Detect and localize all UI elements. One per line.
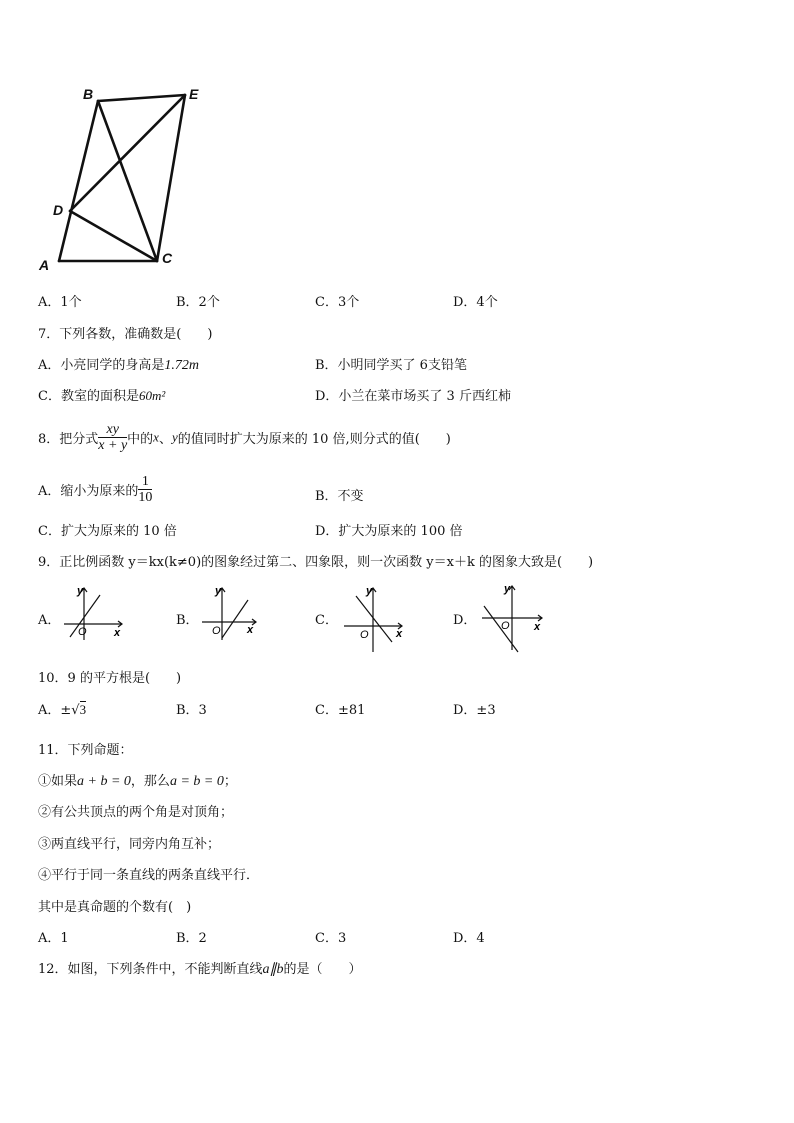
q10-stem: 10．9 的平方根是( ) (38, 671, 182, 686)
q7-option-c-text: C．教室的面积是 (38, 389, 139, 404)
q8-fraction (98, 422, 127, 453)
q7-option-b: B．小明同学买了 6支铅笔 (315, 358, 467, 373)
q7-option-c-value: 60m² (138, 388, 166, 403)
q7-option-c (38, 385, 165, 404)
q8-option-a-text: A．缩小为原来的 (38, 484, 139, 499)
q8-option-a (38, 474, 152, 505)
q9-option-d-label: D． (453, 613, 477, 628)
q11-s1-eq1: a + b = 0 (77, 774, 131, 789)
q8-option-a-fraction (138, 474, 152, 505)
q9-graph-c-x: x (396, 628, 403, 640)
q9-graph-a (60, 582, 130, 642)
q7-option-d: D．小兰在菜市场买了 3 斤西红柿 (315, 389, 511, 404)
q9-graph-d-o: O (501, 620, 510, 632)
q11-s1-pre: ①如果 (38, 774, 78, 789)
q9-graph-d (478, 582, 553, 654)
q9-graph-d-x: x (534, 621, 541, 633)
q11-option-b: B．2 (176, 931, 207, 946)
q12-stem-pre: 12．如图，下列条件中，不能判断直线 (38, 962, 263, 977)
q11-stem: 11．下列命题： (38, 743, 133, 758)
q8-stem (38, 422, 451, 453)
q11-option-c: C．3 (315, 931, 347, 946)
q9-option-b-label: B． (176, 613, 199, 628)
q8-option-b: B．不变 (315, 489, 364, 504)
label-a: A (39, 257, 50, 273)
q10-option-d: D．±3 (453, 703, 496, 718)
q8-stem-pre: 8．把分式 (38, 432, 99, 447)
label-c: C (162, 250, 173, 266)
q11-statement-2: ②有公共顶点的两个角是对顶角； (38, 805, 234, 820)
q9-graph-c-o: O (360, 629, 369, 641)
q8-sep: 、 (158, 432, 172, 447)
q11-s1-eq2: a = b = 0 (169, 774, 224, 789)
q8-fraction-denominator: x + y (98, 438, 128, 453)
label-b: B (83, 86, 94, 102)
q8-fraction-numerator: xy (98, 422, 127, 438)
q7-option-a (38, 354, 199, 374)
q12-stem (38, 958, 362, 978)
q9-graph-a-y: y (77, 585, 84, 597)
label-e: E (189, 86, 199, 102)
q8-var-x: x (153, 429, 159, 445)
q9-graph-c (340, 582, 415, 654)
sqrt-sign: √ (71, 703, 80, 718)
q9-graph-b-y: y (215, 585, 222, 597)
segment-ba (59, 101, 98, 261)
q9-graph-b-o: O (212, 625, 221, 637)
q8-option-a-denominator: 10 (138, 490, 153, 505)
q10-option-b: B．3 (176, 703, 207, 718)
q10-option-c: C．±81 (315, 703, 366, 718)
q8-option-c: C．扩大为原来的 10 倍 (38, 524, 177, 539)
q11-s1-mid: ，那么 (130, 774, 170, 789)
q6-option-b: B．2个 (176, 295, 220, 310)
segment-be (98, 95, 185, 101)
q12-relation: a∥b (262, 962, 284, 977)
q10-option-a-text: A．± (38, 703, 72, 718)
q9-graph-c-y: y (366, 585, 373, 597)
q11-statement-3: ③两直线平行，同旁内角互补； (38, 837, 221, 852)
q9-option-a-label: A． (38, 613, 61, 628)
q7-option-a-value: 1.72m (164, 358, 200, 373)
q6-option-a: A．1个 (38, 295, 82, 310)
q8-var-y: y (171, 429, 178, 445)
q9-graph-b-line (222, 600, 248, 638)
q11-statement-4: ④平行于同一条直线的两条直线平行． (38, 868, 260, 883)
q9-graph-b-x: x (247, 624, 254, 636)
q11-option-a: A．1 (38, 931, 69, 946)
q8-stem-mid: 中的 (127, 432, 154, 447)
q7-stem: 7．下列各数，准确数是( ) (38, 327, 213, 342)
q9-graph-a-x: x (114, 627, 121, 639)
segment-bc (98, 101, 157, 261)
q7-option-a-text: A．小亮同学的身高是 (38, 358, 165, 373)
segment-dc (70, 211, 157, 261)
q8-stem-post: 的值同时扩大为原来的 10 倍,则分式的值( ) (177, 432, 451, 447)
q12-stem-post: 的是（ ） (283, 962, 362, 977)
quadrilateral-figure (30, 80, 220, 280)
q8-option-a-numerator: 1 (138, 474, 152, 490)
q11-ask: 其中是真命题的个数有( ) (38, 900, 192, 915)
q10-option-a (38, 699, 86, 718)
q9-stem: 9．正比例函数 y＝kx(k≠0)的图象经过第二、四象限，则一次函数 y＝x＋k 的图象大致是( ) (38, 555, 594, 570)
q9-graph-a-o: O (78, 626, 87, 638)
q9-graph-d-y: y (504, 583, 511, 595)
q11-statement-1 (38, 770, 237, 790)
q6-option-c: C．3个 (315, 295, 360, 310)
q8-option-d: D．扩大为原来的 100 倍 (315, 524, 463, 539)
label-d: D (53, 202, 64, 218)
q6-option-d: D．4个 (453, 295, 498, 310)
q11-s1-end: ； (223, 774, 237, 789)
q10-option-a-radicand: 3 (79, 702, 87, 717)
q11-option-d: D．4 (453, 931, 485, 946)
q9-option-c-label: C． (315, 613, 338, 628)
q9-graph-b (198, 582, 268, 642)
